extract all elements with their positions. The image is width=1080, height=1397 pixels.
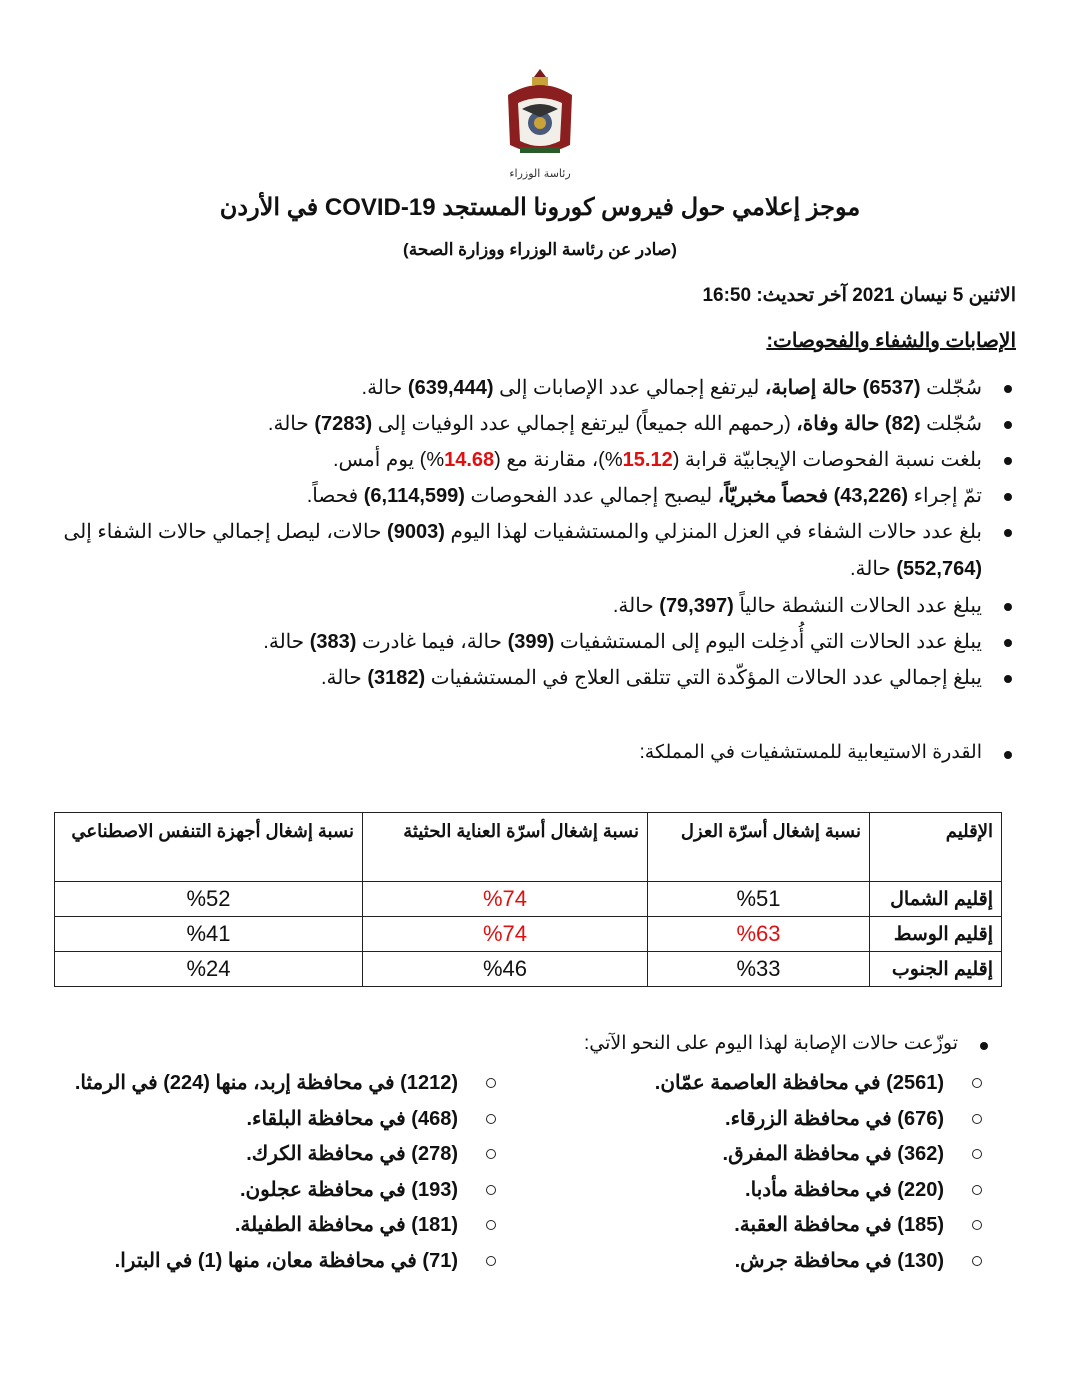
distribution-caption: توزّعت حالات الإصابة لهذا اليوم على النحو الآتي: <box>584 1032 992 1055</box>
table-row <box>55 952 1002 987</box>
capacity-caption: القدرة الاستيعابية للمستشفيات في المملكة: <box>640 741 1016 764</box>
governorate-list-right <box>655 1066 982 1279</box>
value-cell: %24 <box>55 952 363 987</box>
list-item: (2561) في محافظة العاصمة عمّان. <box>655 1066 982 1102</box>
list-item: (676) في محافظة الزرقاء. <box>655 1102 982 1138</box>
header-region: الإقليم <box>870 813 1002 882</box>
header-icu: نسبة إشغال أسرّة العناية الحثيثة <box>363 813 648 882</box>
list-item: (278) في محافظة الكرك. <box>75 1137 496 1173</box>
region-cell: إقليم الشمال <box>870 882 1002 917</box>
list-item: سُجّلت (6537) حالة إصابة، ليرتفع إجمالي عدد الإصابات إلى (639,444) حالة. <box>22 370 982 406</box>
list-item: (1212) في محافظة إربد، منها (224) في الرمثا. <box>75 1066 496 1102</box>
value-cell: %74 <box>363 917 648 952</box>
list-item: سُجّلت (82) حالة وفاة، (رحمهم الله جميعاً) ليرتفع إجمالي عدد الوفيات إلى (7283) حالة. <box>22 406 982 442</box>
value-cell: %52 <box>55 882 363 917</box>
list-item: (71) في محافظة معان، منها (1) في البترا. <box>75 1244 496 1280</box>
update-date: الاثنين 5 نيسان 2021 آخر تحديث: 16:50 <box>702 285 1016 306</box>
list-item: (362) في محافظة المفرق. <box>655 1137 982 1173</box>
list-item: (193) في محافظة عجلون. <box>75 1173 496 1209</box>
table-row <box>55 917 1002 952</box>
list-item: (220) في محافظة مأدبا. <box>655 1173 982 1209</box>
hospital-capacity-table <box>54 812 1002 987</box>
list-item: بلغ عدد حالات الشفاء في العزل المنزلي والمستشفيات لهذا اليوم (9003) حالات، ليصل إجمالي حالات الشفاء إلى (552,764) حالة. <box>22 514 982 588</box>
page-title: موجز إعلامي حول فيروس كورونا المستجد COVID-19 في الأردن <box>219 194 861 221</box>
value-cell: %41 <box>55 917 363 952</box>
list-item: (130) في محافظة جرش. <box>655 1244 982 1280</box>
region-cell: إقليم الوسط <box>870 917 1002 952</box>
jordan-coat-of-arms-logo <box>500 65 580 185</box>
value-cell: %51 <box>648 882 870 917</box>
page-subtitle: (صادر عن رئاسة الوزراء ووزارة الصحة) <box>403 240 677 259</box>
header-ventilators: نسبة إشغال أجهزة التنفس الاصطناعي <box>55 813 363 882</box>
section-heading: الإصابات والشفاء والفحوصات: <box>766 330 1016 352</box>
list-item: يبلغ عدد الحالات النشطة حالياً (79,397) حالة. <box>22 588 982 624</box>
region-cell: إقليم الجنوب <box>870 952 1002 987</box>
list-item: يبلغ عدد الحالات التي أُدخِلت اليوم إلى المستشفيات (399) حالة، فيما غادرت (383) حالة. <box>22 624 982 660</box>
list-item: يبلغ إجمالي عدد الحالات المؤكّدة التي تتلقى العلاج في المستشفيات (3182) حالة. <box>22 660 982 696</box>
list-item: (185) في محافظة العقبة. <box>655 1208 982 1244</box>
value-cell: %46 <box>363 952 648 987</box>
list-item: (181) في محافظة الطفيلة. <box>75 1208 496 1244</box>
value-cell: %74 <box>363 882 648 917</box>
value-cell: %63 <box>648 917 870 952</box>
svg-text:رئاسة الوزراء: رئاسة الوزراء <box>509 167 571 180</box>
table-header-row <box>55 813 1002 882</box>
stats-list <box>22 370 1016 696</box>
header-isolation: نسبة إشغال أسرّة العزل <box>648 813 870 882</box>
list-item: بلغت نسبة الفحوصات الإيجابيّة قرابة (15.12%)، مقارنة مع (14.68%) يوم أمس. <box>22 442 982 478</box>
table-row <box>55 882 1002 917</box>
list-item: (468) في محافظة البلقاء. <box>75 1102 496 1138</box>
list-item: تمّ إجراء (43,226) فحصاً مخبريّاً، ليصبح إجمالي عدد الفحوصات (6,114,599) فحصاً. <box>22 478 982 514</box>
value-cell: %33 <box>648 952 870 987</box>
governorate-list-left <box>75 1066 496 1279</box>
